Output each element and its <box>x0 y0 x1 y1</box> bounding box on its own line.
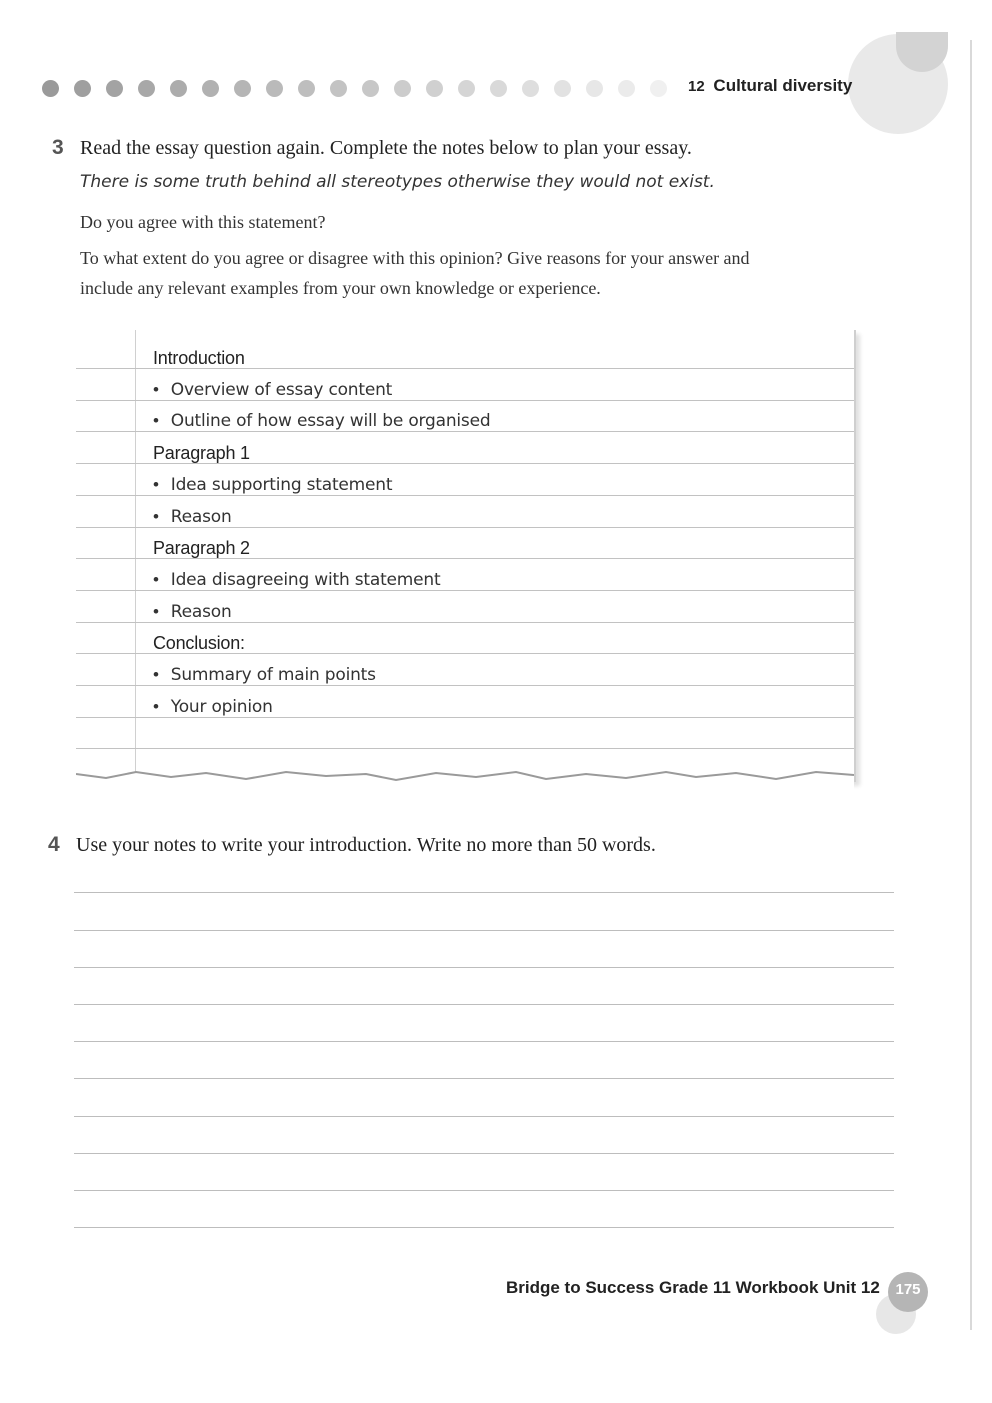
header-dot <box>618 80 635 97</box>
writing-line[interactable] <box>74 967 894 968</box>
header-dot <box>650 80 667 97</box>
footer-book-title: Bridge to Success Grade 11 Workbook Unit 12 <box>506 1278 880 1297</box>
header-dot <box>266 80 283 97</box>
task-4-number: 4 <box>48 833 60 856</box>
header-dot <box>426 80 443 97</box>
writing-line[interactable] <box>74 1116 894 1117</box>
header-dot <box>138 80 155 97</box>
writing-line[interactable] <box>74 1078 894 1079</box>
header-dot <box>42 80 59 97</box>
writing-line[interactable] <box>74 1041 894 1042</box>
notes-concl-bullet-1: • Summary of main points <box>153 665 376 685</box>
unit-header <box>688 76 852 96</box>
page-edge <box>970 40 972 1330</box>
header-dot <box>394 80 411 97</box>
notes-introduction-heading: Introduction <box>153 348 245 368</box>
notes-intro-bullet-2: • Outline of how essay will be organised <box>153 411 491 431</box>
essay-question-2-line1: To what extent do you agree or disagree with this opinion? Give reasons for your answer and <box>80 248 750 268</box>
notes-para1-bullet-1: • Idea supporting statement <box>153 475 393 495</box>
header-dot <box>362 80 379 97</box>
torn-paper-edge <box>76 760 854 790</box>
essay-question-1: Do you agree with this statement? <box>80 212 326 232</box>
unit-number: 12 <box>688 78 705 95</box>
writing-line[interactable] <box>74 1190 894 1191</box>
unit-title: Cultural diversity <box>713 76 853 95</box>
task-3-instruction: Read the essay question again. Complete the notes below to plan your essay. <box>80 137 692 159</box>
essay-question-2-line2: include any relevant examples from your own knowledge or experience. <box>80 278 601 298</box>
header-dot <box>586 80 603 97</box>
header-dot <box>298 80 315 97</box>
header-dot <box>490 80 507 97</box>
writing-line[interactable] <box>74 1227 894 1228</box>
notepad-margin-line <box>135 330 136 782</box>
notes-paragraph-1-heading: Paragraph 1 <box>153 443 250 463</box>
notes-para1-bullet-2: • Reason <box>153 507 232 527</box>
writing-line[interactable] <box>74 1004 894 1005</box>
header-dot <box>330 80 347 97</box>
writing-line[interactable] <box>74 930 894 931</box>
header-dot <box>458 80 475 97</box>
header-dot <box>202 80 219 97</box>
header-dot <box>170 80 187 97</box>
writing-line[interactable] <box>74 892 894 893</box>
writing-line[interactable] <box>74 1153 894 1154</box>
essay-quote: There is some truth behind all stereotypes otherwise they would not exist. <box>80 172 715 192</box>
notes-intro-bullet-1: • Overview of essay content <box>153 380 393 400</box>
task-3-number: 3 <box>52 136 64 159</box>
notes-concl-bullet-2: • Your opinion <box>153 697 273 717</box>
notes-paragraph-2-heading: Paragraph 2 <box>153 538 250 558</box>
notes-para2-bullet-1: • Idea disagreeing with statement <box>153 570 441 590</box>
notes-para2-bullet-2: • Reason <box>153 602 232 622</box>
page-number: 175 <box>895 1281 921 1298</box>
header-dot <box>234 80 251 97</box>
header-dot <box>522 80 539 97</box>
header-dot <box>74 80 91 97</box>
task-4-instruction: Use your notes to write your introduction. Write no more than 50 words. <box>76 834 656 856</box>
notes-notepad <box>76 330 856 782</box>
header-dot <box>554 80 571 97</box>
notes-conclusion-heading: Conclusion: <box>153 633 245 653</box>
header-dot <box>106 80 123 97</box>
